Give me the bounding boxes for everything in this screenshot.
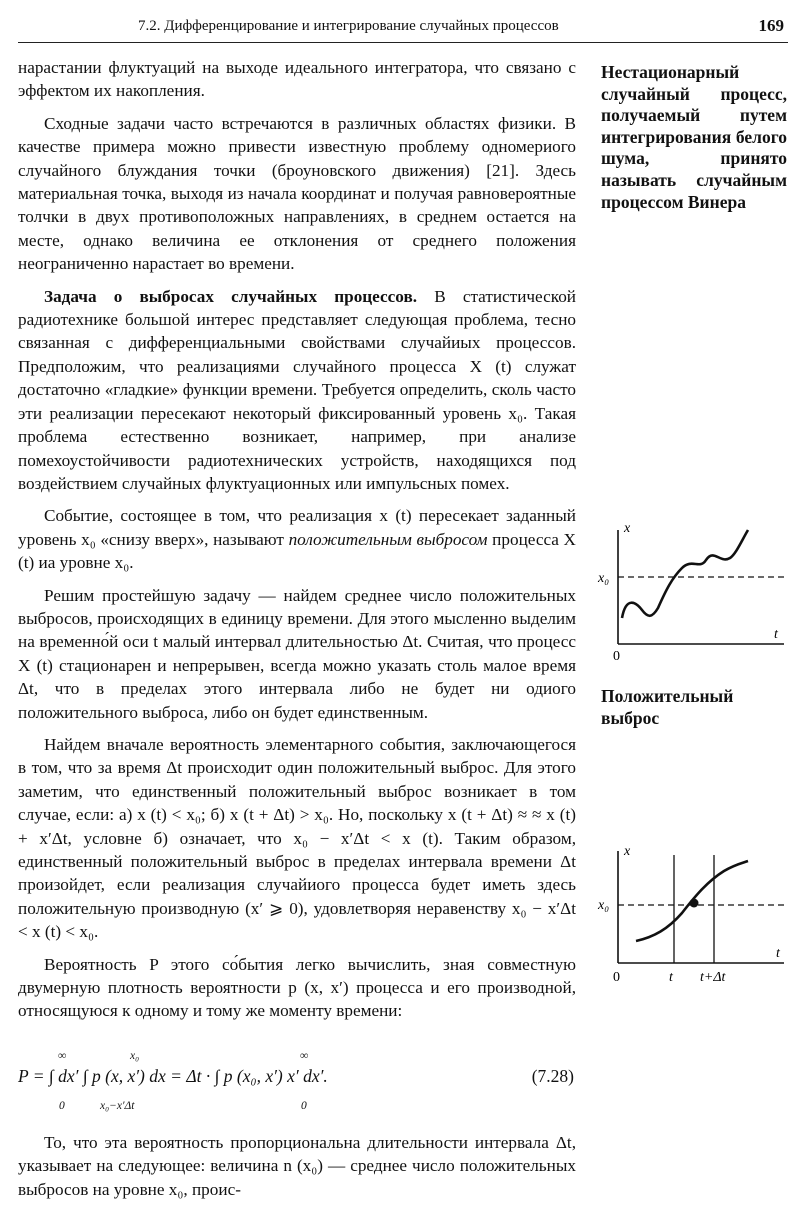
x-axis-label: x [624, 521, 631, 536]
level-label: x₀ [598, 571, 610, 586]
limit-2-top: x₀ [130, 1049, 140, 1062]
tick-label-t: t [669, 970, 673, 985]
paragraph-4-a: Событие, состоящее в том, что реализация x (t) пересекает заданный уровень x₀ «снизу вверх», называют [18, 506, 576, 549]
sidenote-positive-crossing: Положительный выброс [601, 686, 734, 728]
crossing-point [690, 899, 699, 908]
equation-number: (7.28) [531, 1065, 574, 1086]
running-header [18, 14, 788, 38]
paragraph-4 [18, 504, 576, 574]
sidenote-wiener: Нестационарный случайный процесс, получаемый путем интегрирования белого шума, принято называть случайным процессом Винера [601, 62, 787, 212]
header-rule [18, 42, 788, 43]
limit-2-bottom: x₀−x′Δt [100, 1099, 135, 1112]
paragraph-4-b: процесса X (t) иа уровне x₀. [18, 529, 576, 573]
realization-curve [622, 530, 748, 618]
t-axis-label: t [776, 946, 780, 961]
main-text [18, 56, 576, 1210]
origin-label: 0 [613, 970, 620, 985]
limit-3-bottom: 0 [301, 1099, 307, 1112]
limit-1-top: ∞ [58, 1049, 67, 1062]
figure-positive-crossing [596, 520, 788, 665]
figure-crossing-interval [596, 845, 788, 985]
level-label: x₀ [598, 898, 610, 913]
tick-label-t-dt: t+Δt [700, 970, 726, 985]
paragraph-1: нарастании флуктуаций на выходе идеального интегратора, что связано с эффектом их накопления. [18, 58, 576, 101]
paragraph-5: Решим простейшую задачу — найдем среднее число положительных выбросов, происходящих в единицу времени. Для этого мысленно выделим на временно́й оси t малый интервал длительностью Δt. Считая, что процесс X (t) стационарен и непрерывен, всегда можно указать столь малое время Δt, что в пределах этого интервала либо не будет ни одиого положительного выброса, либо он будет единственным. [18, 585, 576, 722]
origin-label: 0 [613, 649, 620, 664]
paragraph-3 [18, 285, 576, 496]
limit-1-bottom: 0 [59, 1099, 65, 1112]
paragraph-2: Сходные задачи часто встречаются в различных областях физики. В качестве примера можно привести известную проблему одномериого случайного блуждания точки (броуновского движения) [21]. Здесь материальная точка, выходя из начала координат и получая равновероятные толчки в двух противоположных направлениях, в среднем остается на месте, однако величина ее отклонения от среднего положения неограниченно нарастает во времени. [18, 113, 576, 274]
page-number: 169 [758, 16, 784, 35]
x-axis-label: x [624, 845, 631, 859]
limit-3-top: ∞ [300, 1049, 309, 1062]
paragraph-heading: Задача о выбросах случайных процессов. [44, 286, 418, 306]
defined-term: положительным выбросом [288, 529, 488, 549]
section-title: 7.2. Дифференцирование и интегрирование случайных процессов [138, 18, 559, 34]
equation-7-28 [18, 1033, 576, 1125]
paragraph-8: То, что эта вероятность пропорциональна длительности интервала Δt, указывает на следующее: величина n (x₀) — среднее число положительных выбросов на уровне x₀, проис- [18, 1132, 576, 1199]
equation-body: P = ∫ dx′ ∫ p (x, x′) dx = Δt · ∫ p (x₀, x′) x′ dx′. [18, 1065, 328, 1086]
paragraph-6: Найдем вначале вероятность элементарного события, заключающегося в том, что за время Δt происходит один положительный выброс. Для этого заметим, что единственный положительный выброс возникает в том случае, если: а) x (t) < x₀; б) x (t + Δt) > x₀. Но, поскольку x (t + Δt) ≈ ≈ x (t) + x′Δt, условне б) означает, что x₀ − x′Δt < x (t). Таким образом, единственный положительный выброс в пределах интервала времени Δt произойдет, если реализация случайиого процесса будет иметь здесь положительную производную (x′ ⩾ 0), удовлетворяя неравенству x₀ − x′Δt < x (t) < x₀. [18, 734, 576, 942]
t-axis-label: t [774, 627, 778, 642]
paragraph-7: Вероятность P этого со́бытия легко вычислить, зная совместную двумерную плотность вероятности p (x, x′) процесса и его производной, относящуюся к одному и тому же моменту времени: [18, 954, 576, 1021]
paragraph-3-body: В статистической радиотехнике большой интерес представляет следующая проблема, тесно связанная с дифференциальными свойствами случайиых процессов. Предположим, что реализациями случайного процесса X (t) служат достаточно «гладкие» функции времени. Требуется определить, сколь часто эти реализации пересекают некоторый фиксированный уровень x₀. Такая проблема естественно возникает, например, при анализе помехоустойчивости радиотехнических устройств, находящихся под воздействием случайных флуктуационных или импульсных помех. [18, 286, 576, 493]
